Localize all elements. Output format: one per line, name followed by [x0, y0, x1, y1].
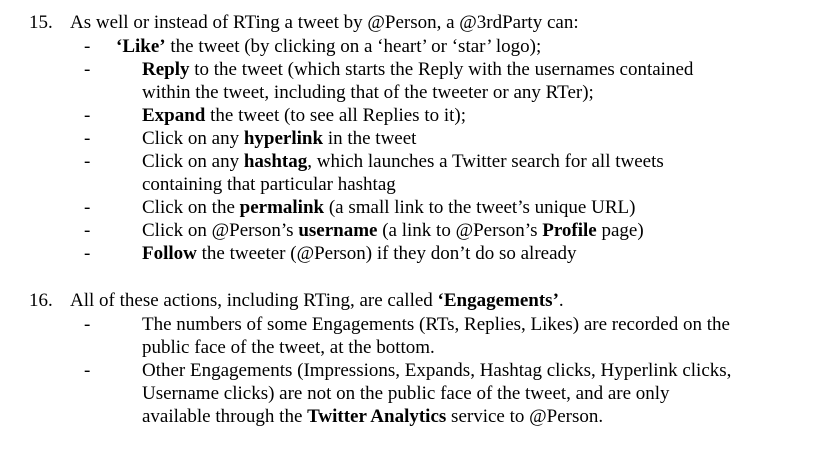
dash-bullet: - — [84, 360, 91, 381]
sub-item-text: ‘Like’ the tweet (by clicking on a ‘heart’ or ‘star’ logo); — [116, 36, 542, 57]
sub-item-text: Follow the tweeter (@Person) if they don’t do so already — [142, 243, 577, 264]
dash-bullet: - — [84, 59, 91, 80]
dash-bullet: - — [84, 105, 91, 126]
sub-item-text: Expand the tweet (to see all Replies to it); — [142, 105, 467, 126]
dash-bullet: - — [84, 128, 91, 149]
dash-bullet: - — [84, 220, 91, 241]
item-number: 15. — [29, 12, 53, 33]
dash-bullet: - — [84, 151, 91, 172]
dash-bullet: - — [84, 243, 91, 264]
sub-item-text: Click on any hashtag, which launches a Twitter search for all tweets containing that particular hashtag — [142, 151, 664, 195]
item-heading: As well or instead of RTing a tweet by @Person, a @3rdParty can: — [70, 12, 579, 33]
item-heading: All of these actions, including RTing, are called ‘Engagements’. — [70, 290, 564, 311]
sub-item-text: Click on @Person’s username (a link to @Person’s Profile page) — [142, 220, 644, 241]
dash-bullet: - — [84, 36, 91, 57]
item-number: 16. — [29, 290, 53, 311]
sub-item-text: Click on any hyperlink in the tweet — [142, 128, 417, 149]
sub-item-text: Click on the permalink (a small link to the tweet’s unique URL) — [142, 197, 636, 218]
sub-item-text: The numbers of some Engagements (RTs, Replies, Likes) are recorded on the public face of the tweet, at the bottom. — [142, 314, 730, 358]
sub-item-text: Other Engagements (Impressions, Expands, Hashtag clicks, Hyperlink clicks, Username clicks) are not on the public face of the tweet, and are only available through the Twitter Analytics service to @Person. — [142, 360, 732, 427]
dash-bullet: - — [84, 197, 91, 218]
dash-bullet: - — [84, 314, 91, 335]
sub-item-text: Reply to the tweet (which starts the Reply with the usernames contained within the tweet, including that of the tweeter or any RTer); — [142, 59, 694, 103]
